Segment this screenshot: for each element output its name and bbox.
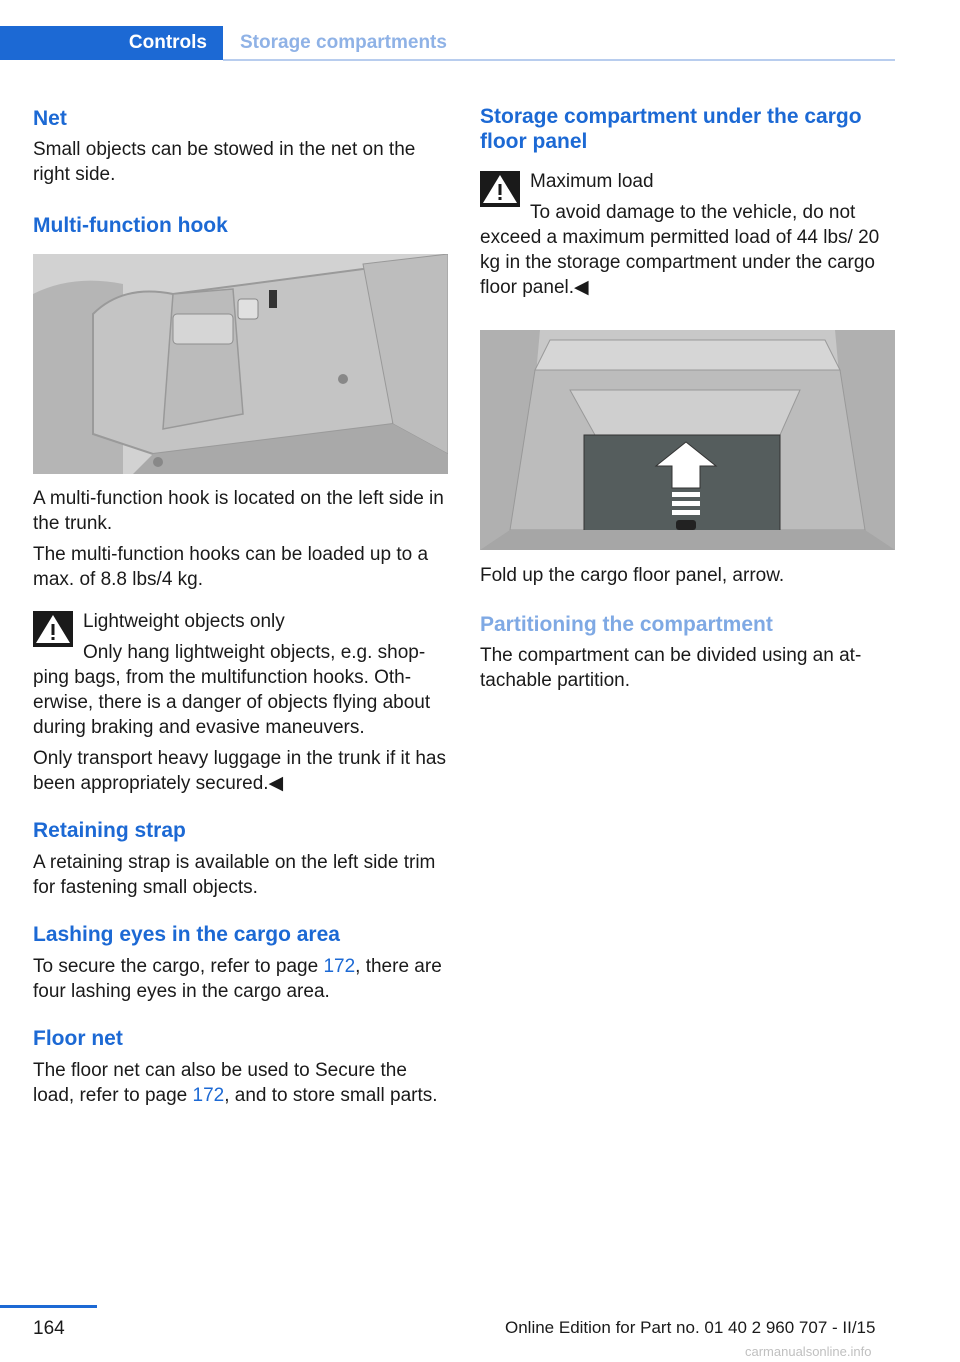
partition-text: The compartment can be divided using an at-tachable partition. xyxy=(480,645,862,691)
header-bar xyxy=(0,26,895,62)
partition-heading: Partitioning the compartment xyxy=(480,613,773,636)
warning-triangle-icon xyxy=(33,611,73,647)
right-column xyxy=(480,100,895,693)
floornet-heading: Floor net xyxy=(33,1027,123,1050)
warning-max-load xyxy=(480,169,895,300)
warning-lightweight xyxy=(33,609,448,796)
hook-text-location: A multi-function hook is located on the left side in the trunk. xyxy=(33,488,444,534)
strap-heading: Retaining strap xyxy=(33,819,186,842)
trunk-illustration xyxy=(33,254,448,474)
hook-text-load: The multi-function hooks can be loaded up to a max. of 8.8 lbs/4 kg. xyxy=(33,544,429,590)
warning-triangle-icon xyxy=(480,171,520,207)
strap-text: A retaining strap is available on the left side trim for fastening small objects. xyxy=(33,852,436,898)
trunk-hook-figure xyxy=(33,254,448,474)
page-number: 164 xyxy=(33,1318,65,1339)
edition-text: Online Edition for Part no. 01 40 2 960 707 - II/15 xyxy=(505,1318,876,1337)
warning-text-2: Only transport heavy luggage in the trunk if it has been appropriately secured.◀ xyxy=(33,748,446,794)
lashing-heading: Lashing eyes in the cargo area xyxy=(33,923,340,946)
section-tab-storage[interactable]: Storage compartments xyxy=(240,32,447,53)
floornet-text xyxy=(33,1058,448,1108)
cargo-floor-illustration xyxy=(480,330,895,550)
net-text: Small objects can be stowed in the net on the right side. xyxy=(33,139,416,185)
hook-heading: Multi-function hook xyxy=(33,214,228,237)
left-column xyxy=(33,100,448,1108)
lashing-text-pre: To secure the cargo, refer to page xyxy=(33,956,324,977)
warning-title: Maximum load xyxy=(530,171,654,192)
footer-accent-line xyxy=(0,1305,97,1308)
lashing-text-post: , there are four lashing eyes in the cargo area. xyxy=(33,956,442,1002)
page-link-172-floornet[interactable]: 172 xyxy=(192,1085,225,1106)
warning-text: Only hang lightweight objects, e.g. shop-ping bags, from the multifunction hooks. Oth-erwise, there is a danger of objects flying about during braking and evasive maneuvers. xyxy=(33,642,431,738)
section-tab-controls[interactable]: Controls xyxy=(0,26,223,60)
page-link-172[interactable]: 172 xyxy=(323,956,356,977)
watermark: carmanualsonline.info xyxy=(745,1344,872,1359)
floornet-text-pre: The floor net can also be used to Secure the load, refer to page xyxy=(33,1060,407,1106)
storage-heading: Storage compartment under the cargo floor panel xyxy=(480,105,862,153)
net-heading: Net xyxy=(33,107,67,130)
header-divider xyxy=(223,59,895,61)
fold-text: Fold up the cargo floor panel, arrow. xyxy=(480,565,785,586)
cargo-floor-figure xyxy=(480,330,895,550)
floornet-text-post: , and to store small parts. xyxy=(224,1085,438,1106)
warning-title: Lightweight objects only xyxy=(83,611,285,632)
warning-text: To avoid damage to the vehicle, do not exceed a maximum permitted load of 44 lbs/ 20 kg in the storage compartment under the cargo floor panel.◀ xyxy=(480,202,880,298)
lashing-text xyxy=(33,954,448,1004)
